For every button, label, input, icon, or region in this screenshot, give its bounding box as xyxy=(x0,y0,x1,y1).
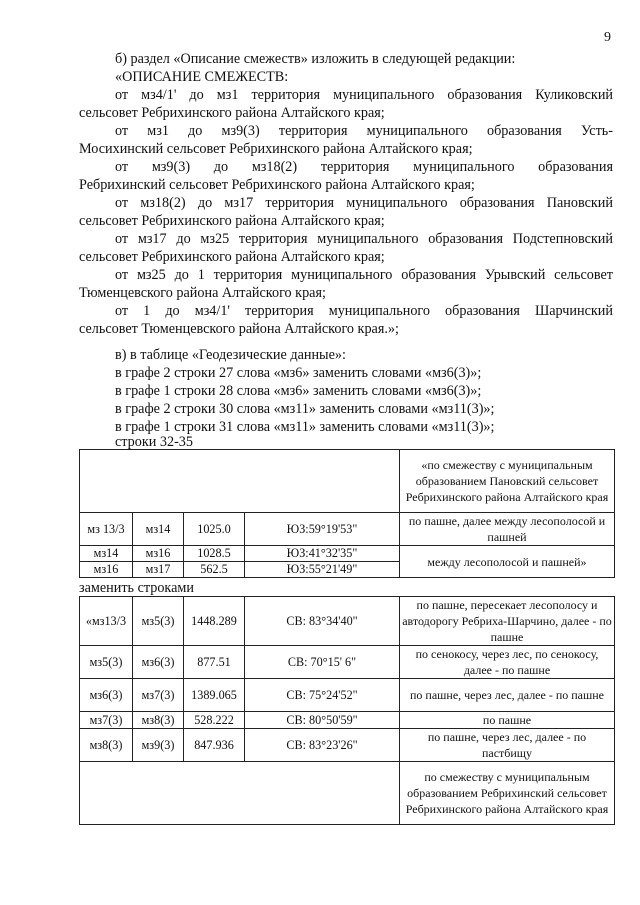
adjacency-line: от мз1 до мз9(3) территория муниципального образования Усть- xyxy=(115,123,613,139)
adjacency-line: сельсовет Ребрихинского района Алтайского края; xyxy=(79,213,385,229)
amendment-line: в графе 2 строки 30 слова «мз11» заменить словами «мз11(3)»; xyxy=(115,401,495,417)
desc-cell: по пашне, через лес, далее - по пашне xyxy=(400,679,615,712)
bearing-cell: СВ: 83°23'26" xyxy=(245,729,400,762)
table-row xyxy=(80,762,615,825)
length-cell: 1028.5 xyxy=(184,546,245,562)
desc-cell: по пашне, через лес, далее - по пастбищу xyxy=(400,729,615,762)
bearing-cell: СВ: 80°50'59" xyxy=(245,712,400,729)
adjacency-desc-cell: «по смежеству с муниципальным образованием Пановский сельсовет Ребрихинского района Алтайского края xyxy=(400,450,615,513)
from-point-cell: мз8(3) xyxy=(80,729,133,762)
table-row xyxy=(80,597,615,646)
table-row xyxy=(80,729,615,762)
empty-cell xyxy=(80,450,400,513)
table-row xyxy=(80,546,615,562)
adjacency-line: от мз4/1' до мз1 территория муниципального образования Куликовский xyxy=(115,87,613,103)
table-row xyxy=(80,646,615,679)
adjacency-line: сельсовет Тюменцевского района Алтайского края.»; xyxy=(79,321,399,337)
desc-cell: по сенокосу, через лес, по сенокосу, далее - по пашне xyxy=(400,646,615,679)
bearing-cell: СВ: 75°24'52" xyxy=(245,679,400,712)
replace-caption: заменить строками xyxy=(79,580,194,596)
from-point-cell: мз 13/3 xyxy=(80,513,133,546)
to-point-cell: мз6(3) xyxy=(133,646,184,679)
page-number: 9 xyxy=(604,30,611,45)
table-row xyxy=(80,450,615,513)
desc-cell: между лесополосой и пашней» xyxy=(400,546,615,578)
bearing-cell: ЮЗ:59°19'53" xyxy=(245,513,400,546)
table-row xyxy=(80,513,615,546)
bearing-cell: СВ: 70°15' 6" xyxy=(245,646,400,679)
to-point-cell: мз5(3) xyxy=(133,597,184,646)
adjacency-line: от 1 до мз4/1' территория муниципального образования Шарчинский xyxy=(115,303,613,319)
adjacency-title: «ОПИСАНИЕ СМЕЖЕСТВ: xyxy=(115,69,289,85)
to-point-cell: мз17 xyxy=(133,562,184,578)
adjacency-line: сельсовет Ребрихинского района Алтайского края; xyxy=(79,105,385,121)
adjacency-line: от мз17 до мз25 территория муниципального образования Подстепновский xyxy=(115,231,613,247)
to-point-cell: мз7(3) xyxy=(133,679,184,712)
length-cell: 528.222 xyxy=(184,712,245,729)
from-point-cell: «мз13/3 xyxy=(80,597,133,646)
adjacency-line: от мз18(2) до мз17 территория муниципального образования Пановский xyxy=(115,195,613,211)
amendment-line: в графе 1 строки 28 слова «мз6» заменить словами «мз6(3)»; xyxy=(115,383,482,399)
bearing-cell: ЮЗ:55°21'49" xyxy=(245,562,400,578)
from-point-cell: мз16 xyxy=(80,562,133,578)
length-cell: 1448.289 xyxy=(184,597,245,646)
amendment-line: в графе 2 строки 27 слова «мз6» заменить словами «мз6(3)»; xyxy=(115,365,482,381)
adjacency-desc-cell: по смежеству с муниципальным образованием Ребрихинский сельсовет Ребрихинского района Алтайского края xyxy=(400,762,615,825)
length-cell: 1025.0 xyxy=(184,513,245,546)
new-rows-table xyxy=(79,596,615,825)
desc-cell: по пашне, пересекает лесополосу и автодорогу Ребриха-Шарчино, далее - по пашне xyxy=(400,597,615,646)
to-point-cell: мз14 xyxy=(133,513,184,546)
amendment-line: в графе 1 строки 31 слова «мз11» заменить словами «мз11(3)»; xyxy=(115,419,495,435)
section-c-heading: в) в таблице «Геодезические данные»: xyxy=(115,347,346,363)
adjacency-line: от мз25 до 1 территория муниципального образования Урывский сельсовет xyxy=(115,267,613,283)
length-cell: 847.936 xyxy=(184,729,245,762)
desc-cell: по пашне xyxy=(400,712,615,729)
section-b-heading: б) раздел «Описание смежеств» изложить в следующей редакции: xyxy=(115,51,516,67)
from-point-cell: мз14 xyxy=(80,546,133,562)
to-point-cell: мз16 xyxy=(133,546,184,562)
from-point-cell: мз7(3) xyxy=(80,712,133,729)
adjacency-line: Мосихинский сельсовет Ребрихинского района Алтайского края; xyxy=(79,141,473,157)
old-rows-table xyxy=(79,449,615,578)
length-cell: 1389.065 xyxy=(184,679,245,712)
bearing-cell: ЮЗ:41°32'35" xyxy=(245,546,400,562)
desc-cell: по пашне, далее между лесополосой и пашней xyxy=(400,513,615,546)
to-point-cell: мз9(3) xyxy=(133,729,184,762)
bearing-cell: СВ: 83°34'40" xyxy=(245,597,400,646)
rows-label: строки 32-35 xyxy=(115,434,193,450)
length-cell: 877.51 xyxy=(184,646,245,679)
adjacency-line: от мз9(3) до мз18(2) территория муниципального образования xyxy=(115,159,613,175)
table-row xyxy=(80,712,615,729)
adjacency-line: Тюменцевского района Алтайского края; xyxy=(79,285,326,301)
table-row xyxy=(80,679,615,712)
adjacency-line: Ребрихинский сельсовет Ребрихинского района Алтайского края; xyxy=(79,177,475,193)
length-cell: 562.5 xyxy=(184,562,245,578)
from-point-cell: мз6(3) xyxy=(80,679,133,712)
from-point-cell: мз5(3) xyxy=(80,646,133,679)
empty-cell xyxy=(80,762,400,825)
to-point-cell: мз8(3) xyxy=(133,712,184,729)
adjacency-line: сельсовет Ребрихинского района Алтайского края; xyxy=(79,249,385,265)
